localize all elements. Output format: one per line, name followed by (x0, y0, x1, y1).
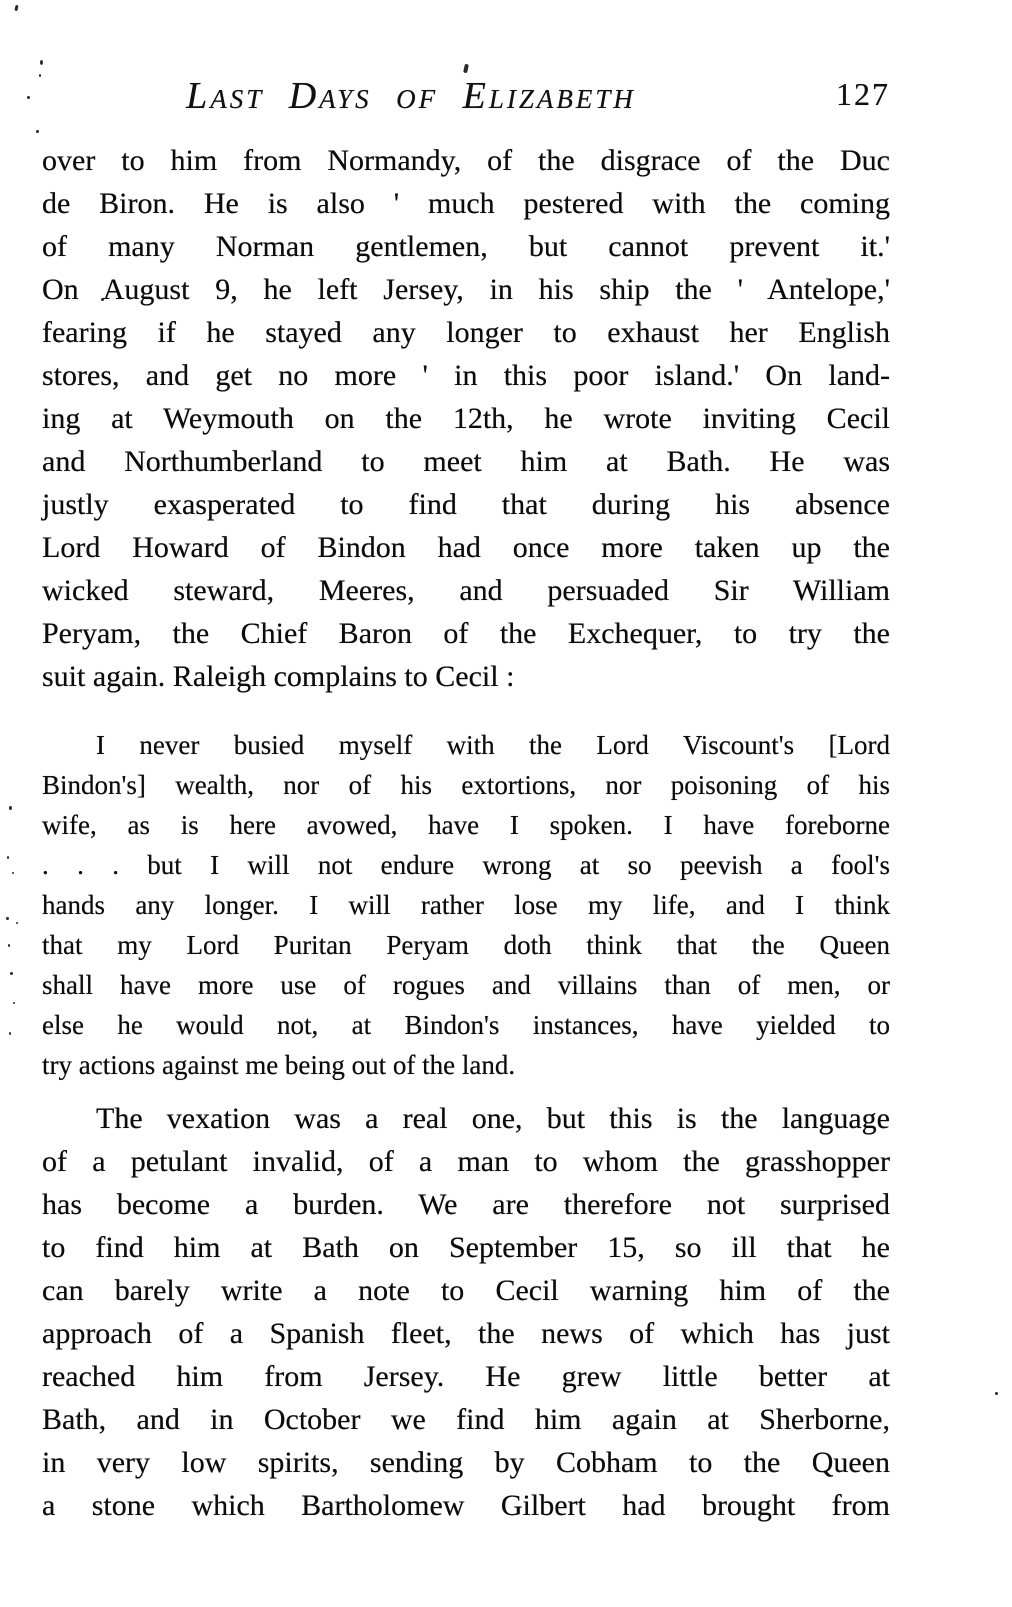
text-line: hands any longer. I will rather lose my life, and I think (42, 890, 890, 920)
text-line: has become a burden. We are therefore not surprised (42, 1188, 890, 1221)
blockquote-raleigh-letter (42, 725, 890, 1085)
text-line: Lord Howard of Bindon had once more taken up the (42, 531, 890, 564)
scan-speck (463, 64, 469, 74)
text-line: On August 9, he left Jersey, in his ship the ' Antelope,' (42, 273, 890, 306)
text-line: . . . but I will not endure wrong at so peevish a fool's (42, 850, 890, 880)
scan-speck (16, 922, 18, 924)
scan-speck (14, 5, 18, 11)
page-number: 127 (836, 76, 890, 112)
text-line: of a petulant invalid, of a man to whom the grasshopper (42, 1145, 890, 1178)
text-line: of many Norman gentlemen, but cannot prevent it.' (42, 230, 890, 263)
text-line: wife, as is here avowed, have I spoken. I have foreborne (42, 810, 890, 840)
scan-speck (6, 917, 9, 920)
text-line: over to him from Normandy, of the disgrace of the Duc (42, 144, 890, 177)
text-line: approach of a Spanish fleet, the news of which has just (42, 1317, 890, 1350)
text-line: I never busied myself with the Lord Viscount's [Lord (96, 730, 890, 760)
text-line: can barely write a note to Cecil warning him of the (42, 1274, 890, 1307)
text-line: Peryam, the Chief Baron of the Exchequer, to try the (42, 617, 890, 650)
text-line: else he would not, at Bindon's instances, have yielded to (42, 1010, 890, 1040)
text-line: that my Lord Puritan Peryam doth think that the Queen (42, 930, 890, 960)
scan-speck (40, 60, 43, 65)
running-title: Last Days of Elizabeth (186, 75, 636, 117)
scan-speck (995, 1392, 998, 1395)
scan-speck (39, 74, 41, 77)
text-line: wicked steward, Meeres, and persuaded Sir William (42, 574, 890, 607)
text-line: Bath, and in October we find him again at Sherborne, (42, 1403, 890, 1436)
text-line: shall have more use of rogues and villains than of men, or (42, 970, 890, 1000)
scan-speck (27, 96, 30, 99)
scan-speck (9, 806, 12, 810)
scan-speck (36, 130, 39, 133)
text-line: in very low spirits, sending by Cobham to the Queen (42, 1446, 890, 1479)
page-text (42, 139, 890, 1527)
page-header (42, 74, 890, 120)
text-line: suit again. Raleigh complains to Cecil : (42, 660, 515, 693)
paragraph-continuation (42, 139, 890, 698)
text-line: Bindon's] wealth, nor of his extortions, nor poisoning of his (42, 770, 890, 800)
scan-speck (10, 972, 13, 975)
text-line: a stone which Bartholomew Gilbert had brought from (42, 1489, 890, 1522)
text-line: and Northumberland to meet him at Bath. He was (42, 445, 890, 478)
text-line: try actions against me being out of the land. (42, 1050, 516, 1080)
paragraph-vexation (42, 1097, 890, 1527)
text-line: de Biron. He is also ' much pestered with the coming (42, 187, 890, 220)
scan-speck (8, 944, 10, 947)
text-line: ing at Weymouth on the 12th, he wrote inviting Cecil (42, 402, 890, 435)
text-line: justly exasperated to find that during his absence (42, 488, 890, 521)
scan-speck (13, 1002, 15, 1004)
text-line: fearing if he stayed any longer to exhaust her English (42, 316, 890, 349)
text-line: stores, and get no more ' in this poor island.' On land- (42, 359, 890, 392)
text-line: to find him at Bath on September 15, so ill that he (42, 1231, 890, 1264)
text-line: reached him from Jersey. He grew little better at (42, 1360, 890, 1393)
scan-speck (7, 856, 9, 859)
scan-speck (9, 1032, 11, 1035)
scan-speck (12, 872, 14, 874)
text-line: The vexation was a real one, but this is the language (96, 1102, 890, 1135)
